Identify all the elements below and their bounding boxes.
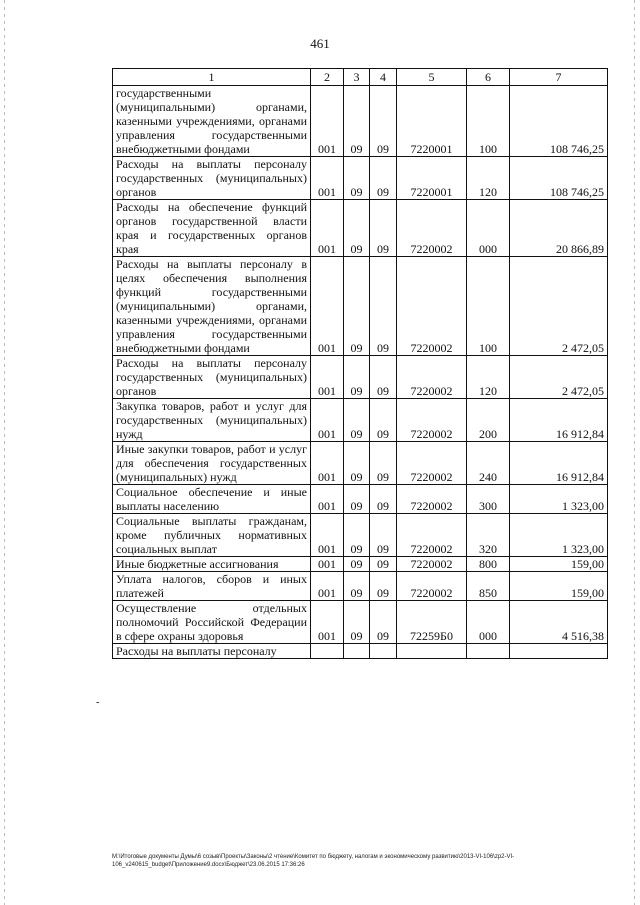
budget-table — [112, 68, 608, 659]
table-row — [113, 399, 608, 442]
table-row — [113, 86, 608, 157]
row-cell-c6: 320 — [467, 514, 510, 557]
row-description: Социальное обеспечение и иные выплаты населению — [113, 485, 311, 514]
table-header-row — [113, 69, 608, 86]
row-cell-c3: 09 — [344, 485, 370, 514]
row-cell-c7: 159,00 — [510, 572, 608, 601]
row-cell-c3: 09 — [344, 572, 370, 601]
row-cell-c5: 7220002 — [397, 257, 467, 356]
row-cell-c7 — [510, 644, 608, 659]
row-cell-c7: 16 912,84 — [510, 399, 608, 442]
row-cell-c2: 001 — [311, 442, 344, 485]
row-cell-c6: 800 — [467, 557, 510, 572]
row-cell-c4: 09 — [370, 200, 397, 257]
row-description: Иные закупки товаров, работ и услуг для обеспечения государственных (муниципальных) нужд — [113, 442, 311, 485]
row-cell-c3: 09 — [344, 601, 370, 644]
row-cell-c7: 159,00 — [510, 557, 608, 572]
table-row — [113, 442, 608, 485]
row-cell-c6: 850 — [467, 572, 510, 601]
table-row — [113, 572, 608, 601]
row-cell-c7: 1 323,00 — [510, 485, 608, 514]
column-header: 3 — [344, 69, 370, 86]
row-cell-c4: 09 — [370, 356, 397, 399]
row-cell-c5: 7220002 — [397, 200, 467, 257]
row-cell-c5: 7220002 — [397, 572, 467, 601]
row-cell-c6: 100 — [467, 257, 510, 356]
row-cell-c2: 001 — [311, 485, 344, 514]
row-description: государственными (муниципальными) органами, казенными учреждениями, органами управления государственными внебюджетными фондами — [113, 86, 311, 157]
row-description: Иные бюджетные ассигнования — [113, 557, 311, 572]
row-cell-c6: 200 — [467, 399, 510, 442]
row-description: Расходы на выплаты персоналу государственных (муниципальных) органов — [113, 356, 311, 399]
row-description: Расходы на выплаты персоналу — [113, 644, 311, 659]
table-body — [113, 86, 608, 659]
row-cell-c4: 09 — [370, 86, 397, 157]
row-cell-c2: 001 — [311, 157, 344, 200]
row-description: Осуществление отдельных полномочий Российской Федерации в сфере охраны здоровья — [113, 601, 311, 644]
row-cell-c2: 001 — [311, 86, 344, 157]
row-cell-c7: 2 472,05 — [510, 257, 608, 356]
row-cell-c4: 09 — [370, 572, 397, 601]
row-description: Расходы на обеспечение функций органов государственной власти края и государственных органов края — [113, 200, 311, 257]
table-row — [113, 157, 608, 200]
scan-edge-right — [634, 0, 635, 905]
row-cell-c3: 09 — [344, 514, 370, 557]
row-cell-c5 — [397, 644, 467, 659]
row-cell-c2: 001 — [311, 572, 344, 601]
row-cell-c5: 7220002 — [397, 399, 467, 442]
row-cell-c6: 120 — [467, 157, 510, 200]
table-row — [113, 485, 608, 514]
row-cell-c7: 1 323,00 — [510, 514, 608, 557]
row-cell-c4: 09 — [370, 257, 397, 356]
row-description: Уплата налогов, сборов и иных платежей — [113, 572, 311, 601]
column-header: 5 — [397, 69, 467, 86]
row-cell-c4 — [370, 644, 397, 659]
row-cell-c6: 000 — [467, 200, 510, 257]
table-row — [113, 200, 608, 257]
table-row — [113, 601, 608, 644]
column-header: 4 — [370, 69, 397, 86]
row-cell-c3: 09 — [344, 557, 370, 572]
row-description: Закупка товаров, работ и услуг для государственных (муниципальных) нужд — [113, 399, 311, 442]
row-cell-c4: 09 — [370, 485, 397, 514]
row-cell-c7: 2 472,05 — [510, 356, 608, 399]
row-cell-c4: 09 — [370, 399, 397, 442]
row-cell-c3: 09 — [344, 157, 370, 200]
row-cell-c2: 001 — [311, 356, 344, 399]
table-row — [113, 356, 608, 399]
row-cell-c7: 4 516,38 — [510, 601, 608, 644]
row-description: Расходы на выплаты персоналу в целях обеспечения выполнения функций государственными (муниципальными) органами, казенными учреждениями, органами управления государственными внебюджетными фондами — [113, 257, 311, 356]
row-cell-c4: 09 — [370, 157, 397, 200]
row-cell-c7: 20 866,89 — [510, 200, 608, 257]
row-cell-c6: 000 — [467, 601, 510, 644]
row-cell-c2: 001 — [311, 257, 344, 356]
row-cell-c6: 240 — [467, 442, 510, 485]
row-cell-c5: 7220001 — [397, 157, 467, 200]
table-row — [113, 644, 608, 659]
margin-mark: - — [96, 697, 100, 708]
row-cell-c3: 09 — [344, 86, 370, 157]
column-header: 7 — [510, 69, 608, 86]
row-cell-c6 — [467, 644, 510, 659]
row-cell-c4: 09 — [370, 514, 397, 557]
row-cell-c3: 09 — [344, 200, 370, 257]
row-cell-c4: 09 — [370, 601, 397, 644]
row-cell-c5: 7220002 — [397, 356, 467, 399]
row-cell-c3: 09 — [344, 257, 370, 356]
row-cell-c5: 72259Б0 — [397, 601, 467, 644]
row-cell-c2: 001 — [311, 557, 344, 572]
row-cell-c5: 7220002 — [397, 485, 467, 514]
row-cell-c3: 09 — [344, 399, 370, 442]
column-header: 2 — [311, 69, 344, 86]
table-row — [113, 557, 608, 572]
row-cell-c5: 7220002 — [397, 442, 467, 485]
column-header: 6 — [467, 69, 510, 86]
row-description: Социальные выплаты гражданам, кроме публичных нормативных социальных выплат — [113, 514, 311, 557]
table-row — [113, 257, 608, 356]
row-cell-c5: 7220001 — [397, 86, 467, 157]
row-cell-c4: 09 — [370, 442, 397, 485]
row-cell-c5: 7220002 — [397, 557, 467, 572]
column-header: 1 — [113, 69, 311, 86]
row-cell-c6: 300 — [467, 485, 510, 514]
page-number: 461 — [310, 36, 330, 51]
row-cell-c7: 16 912,84 — [510, 442, 608, 485]
row-cell-c7: 108 746,25 — [510, 157, 608, 200]
row-description: Расходы на выплаты персоналу государственных (муниципальных) органов — [113, 157, 311, 200]
row-cell-c3 — [344, 644, 370, 659]
row-cell-c3: 09 — [344, 442, 370, 485]
row-cell-c7: 108 746,25 — [510, 86, 608, 157]
document-path-footer: М:\Итоговые документы Думы\6 созыв\Проекты\Законы\2 чтение\Комитет по бюджету, налогам и экономическому развитию\2013-VI-106\zp2-VI-106_v240615_budget\Приложение9.docx\Бюджет\23.06.2015 17:36:26 — [112, 854, 515, 868]
row-cell-c2: 001 — [311, 399, 344, 442]
scan-edge-left — [4, 0, 5, 905]
row-cell-c2: 001 — [311, 200, 344, 257]
row-cell-c2: 001 — [311, 514, 344, 557]
table-row — [113, 514, 608, 557]
row-cell-c3: 09 — [344, 356, 370, 399]
row-cell-c6: 120 — [467, 356, 510, 399]
row-cell-c4: 09 — [370, 557, 397, 572]
row-cell-c5: 7220002 — [397, 514, 467, 557]
row-cell-c2 — [311, 644, 344, 659]
row-cell-c2: 001 — [311, 601, 344, 644]
row-cell-c6: 100 — [467, 86, 510, 157]
